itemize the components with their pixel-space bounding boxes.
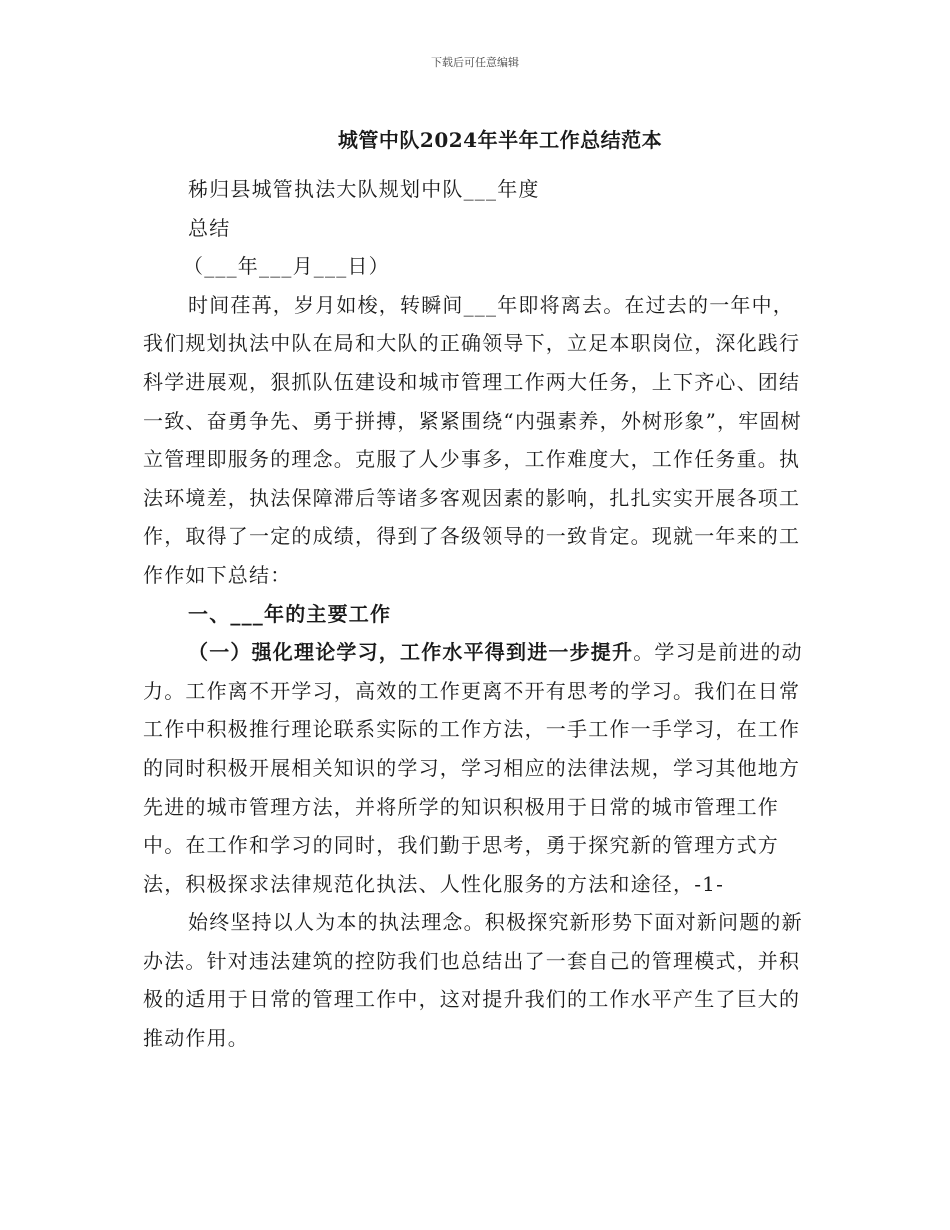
paragraph-sub1 xyxy=(143,633,811,903)
subsection-heading-1: （一）强化理论学习，工作水平得到进一步提升 xyxy=(188,640,634,665)
date-line: （___年___月___日） xyxy=(183,254,390,279)
org-line: 秭归县城管执法大队规划中队___年度 xyxy=(188,177,540,201)
paragraph-intro: 时间荏苒，岁月如梭，转瞬间___年即将离去。在过去的一年中，我们规划执法中队在局和大队的正确领导下，立足本职岗位，深化践行科学进展观，狠抓队伍建设和城市管理工作两大任务，上下齐心、团结一致、奋勇争先、勇于拼搏，紧紧围绕“内强素养，外树形象”，牢固树立管理即服务的理念。克服了人少事多，工作难度大，工作任务重。执法环境差，执法保障滞后等诸多客观因素的影响，扎扎实实开展各项工作，取得了一定的成绩，得到了各级领导的一致肯定。现就一年来的工作作如下总结： xyxy=(143,292,802,587)
paragraph-continued: 始终坚持以人为本的执法理念。积极探究新形势下面对新问题的新办法。针对违法建筑的控防我们也总结出了一套自己的管理模式，并积极的适用于日常的管理工作中，这对提升我们的工作水平产生了巨大的推动作用。 xyxy=(143,910,803,1051)
subsection-text-1: 。学习是前进的动力。工作离不开学习，高效的工作更离不开有思考的学习。我们在日常工作中积极推行理论联系实际的工作方法，一手工作一手学习，在工作的同时积极开展相关知识的学习，学习相应的法律法规，学习其他地方先进的城市管理方法，并将所学的知识积极用于日常的城市管理工作中。在工作和学习的同时，我们勤于思考，勇于探究新的管理方式方法，积极探求法律规范化执法、人性化服务的方法和途径，-1- xyxy=(143,640,803,896)
summary-word: 总结 xyxy=(188,215,231,240)
header-note: 下载后可任意编辑 xyxy=(431,56,519,69)
section-heading-1: 一、___年的主要工作 xyxy=(188,601,392,626)
document-title: 城管中队2024年半年工作总结范本 xyxy=(337,128,663,152)
document-body xyxy=(143,170,811,1058)
